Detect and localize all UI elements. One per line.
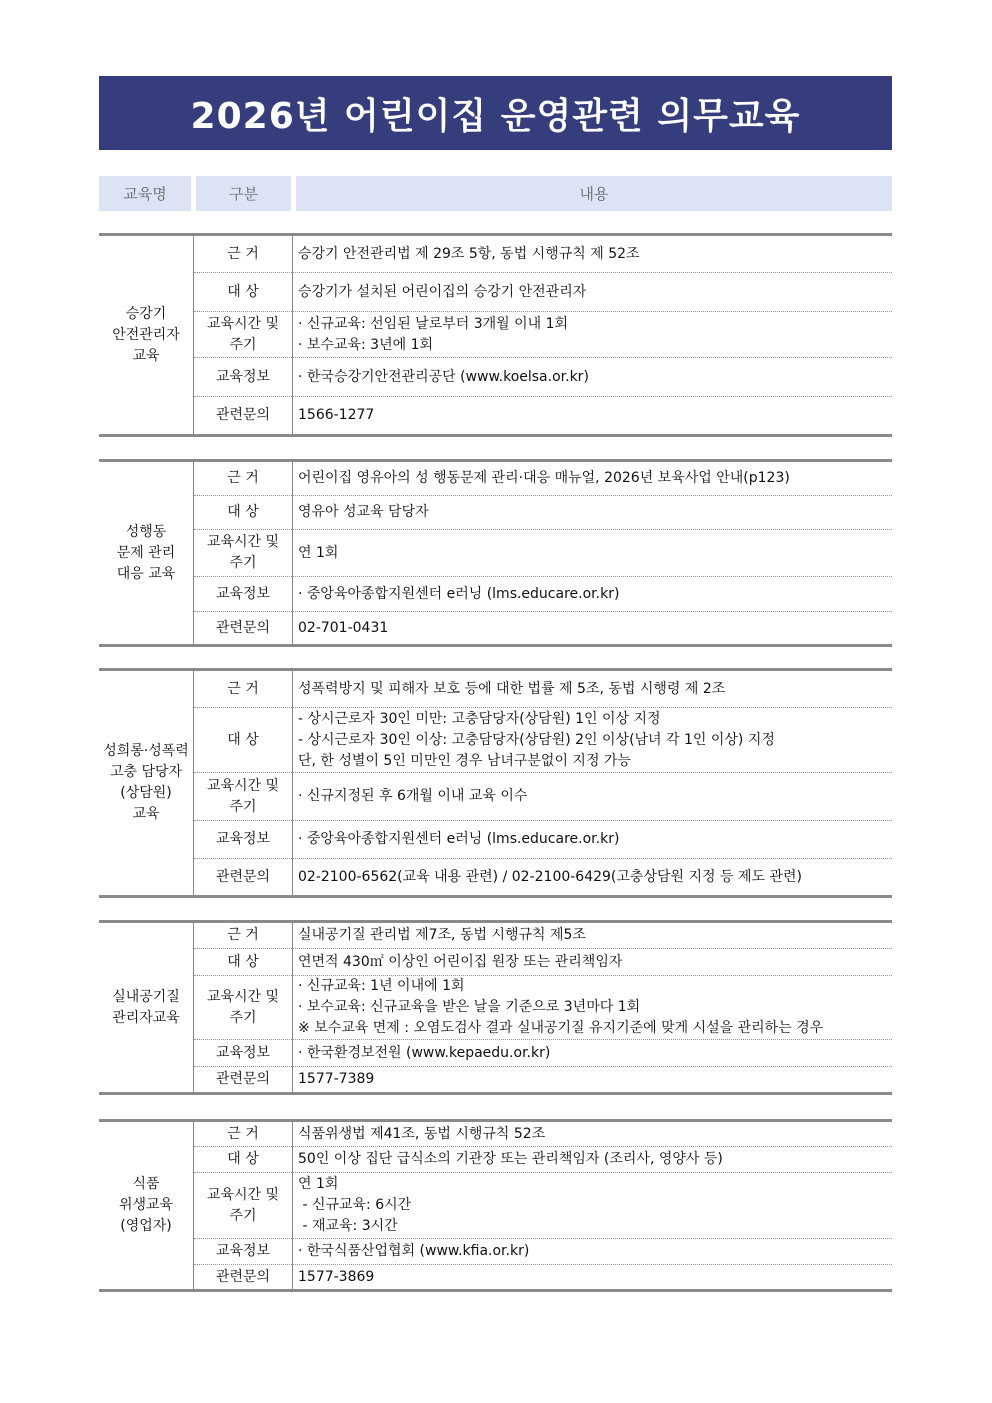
- row-label-line: 교육시간 및: [206, 777, 280, 794]
- row-content-line: · 한국환경보전원 (www.kepaedu.or.kr): [298, 1044, 551, 1061]
- education-name: [99, 1121, 194, 1291]
- row-content: [293, 976, 893, 1040]
- table-row: [99, 577, 892, 612]
- row-label-line: 교육정보: [215, 1044, 271, 1061]
- education-name-line: 안전관리자: [112, 326, 180, 343]
- table-row: [99, 821, 892, 859]
- row-content: [293, 530, 893, 577]
- row-label: [194, 1239, 293, 1265]
- row-label: [194, 577, 293, 612]
- row-label-line: 대 상: [227, 283, 259, 300]
- row-content: [293, 1040, 893, 1067]
- row-content-line: · 중앙육아종합지원센터 e러닝 (lms.educare.or.kr): [298, 831, 620, 847]
- row-content: [293, 612, 893, 646]
- row-content: [293, 1239, 893, 1265]
- row-label: [194, 1040, 293, 1067]
- row-content-line: · 보수교육: 신규교육을 받은 날을 기준으로 3년마다 1회: [298, 999, 641, 1015]
- row-label: [194, 612, 293, 646]
- education-name-line: 고충 담당자: [109, 764, 183, 780]
- row-content-line: 실내공기질 관리법 제7조, 동법 시행규칙 제5조: [298, 927, 586, 943]
- row-label-line: 교육시간 및: [206, 1186, 280, 1203]
- row-label: [194, 859, 293, 897]
- row-content-line: 단, 한 성별이 5인 미만인 경우 남녀구분없이 지정 가능: [298, 752, 631, 769]
- row-content: [293, 235, 893, 273]
- row-content-line: - 상시근로자 30인 이상: 고충담당자(상담원) 2인 이상(남녀 각 1인 이상) 지정: [298, 731, 775, 748]
- table-row: [99, 530, 892, 577]
- header-category: 구분: [196, 176, 291, 211]
- education-name-line: 식품: [132, 1176, 160, 1192]
- row-label: [194, 1173, 293, 1239]
- row-label-line: 근 거: [227, 927, 259, 943]
- education-name: [99, 235, 194, 436]
- table-row: [99, 1239, 892, 1265]
- row-content-line: 영유아 성교육 담당자: [298, 504, 429, 520]
- education-name-line: 승강기: [125, 305, 167, 322]
- row-content: [293, 358, 893, 397]
- section-table-1: [99, 233, 892, 437]
- education-name-line: 교육: [132, 347, 160, 364]
- row-content: [293, 1067, 893, 1094]
- table-row: [99, 773, 892, 821]
- row-label-line: 근 거: [227, 245, 259, 262]
- row-content-line: 1566-1277: [298, 407, 375, 423]
- education-name-line: 대응 교육: [116, 565, 176, 582]
- education-name-line: 실내공기질: [112, 988, 180, 1005]
- row-label: [194, 1265, 293, 1291]
- row-content-line: 연면적 430㎡ 이상인 어린이집 원장 또는 관리책임자: [298, 953, 623, 970]
- row-content-line: 02-701-0431: [298, 619, 389, 636]
- row-label-line: 관련문의: [215, 868, 271, 885]
- row-content: [293, 397, 893, 436]
- row-content: [293, 461, 893, 496]
- education-name-line: 관리자교육: [112, 1009, 180, 1026]
- row-label: [194, 235, 293, 273]
- section-table-2: [99, 459, 892, 647]
- table-row: [99, 1040, 892, 1067]
- row-content-line: 1577-3869: [298, 1268, 375, 1285]
- education-name-line: 위생교육: [118, 1197, 174, 1213]
- row-label-line: 관련문의: [215, 619, 271, 636]
- row-content-line: 어린이집 영유아의 성 행동문제 관리·대응 매뉴얼, 2026년 보육사업 안내(p123): [298, 470, 790, 486]
- row-content-line: · 신규교육: 1년 이내에 1회: [298, 978, 465, 994]
- education-name-line: 교육: [132, 806, 160, 822]
- row-content: [293, 821, 893, 859]
- row-label: [194, 530, 293, 577]
- row-label-line: 주기: [229, 798, 257, 815]
- row-label-line: 주기: [229, 555, 257, 571]
- section-table-4: [99, 920, 892, 1095]
- table-row: [99, 496, 892, 530]
- row-content-line: · 한국승강기안전관리공단 (www.koelsa.or.kr): [298, 368, 589, 385]
- row-label-line: 관련문의: [215, 1268, 271, 1285]
- table-row: [99, 1265, 892, 1291]
- row-content-line: 연 1회: [298, 544, 339, 561]
- education-name-line: 성희롱·성폭력: [103, 743, 189, 759]
- row-label-line: 근 거: [227, 680, 259, 697]
- row-label: [194, 821, 293, 859]
- row-label-line: 대 상: [227, 731, 259, 748]
- table-row: [99, 708, 892, 773]
- row-content: [293, 859, 893, 897]
- row-content-line: · 보수교육: 3년에 1회: [298, 336, 433, 353]
- row-content: [293, 273, 893, 312]
- row-content: [293, 949, 893, 976]
- row-label: [194, 496, 293, 530]
- row-label-line: 교육시간 및: [206, 988, 280, 1005]
- row-content: [293, 1147, 893, 1173]
- row-label-line: 대 상: [227, 504, 259, 520]
- row-label-line: 대 상: [227, 953, 259, 970]
- row-content: [293, 312, 893, 358]
- table-row: [99, 358, 892, 397]
- row-content-line: · 신규교육: 선임된 날로부터 3개월 이내 1회: [298, 315, 569, 332]
- table-row: [99, 859, 892, 897]
- table-row: [99, 1067, 892, 1094]
- row-label: [194, 976, 293, 1040]
- row-content: [293, 1173, 893, 1239]
- row-label-line: 교육정보: [215, 368, 271, 385]
- row-content: [293, 1265, 893, 1291]
- row-content: [293, 922, 893, 949]
- page-title: 2026년 어린이집 운영관련 의무교육: [99, 76, 892, 150]
- row-label-line: 관련문의: [215, 1071, 271, 1087]
- row-content-line: · 한국식품산업협회 (www.kfia.or.kr): [298, 1243, 530, 1259]
- table-row: [99, 1147, 892, 1173]
- table-row: [99, 461, 892, 496]
- education-name-line: (영업자): [120, 1218, 172, 1234]
- row-label: [194, 1121, 293, 1147]
- row-content: [293, 496, 893, 530]
- row-content-line: 연 1회: [298, 1176, 339, 1192]
- row-content-line: - 재교육: 3시간: [298, 1218, 398, 1234]
- education-name-line: 문제 관리: [116, 544, 176, 561]
- header-content: 내용: [296, 176, 892, 211]
- row-label-line: 근 거: [227, 1125, 259, 1142]
- table-row: [99, 312, 892, 358]
- row-content-line: - 신규교육: 6시간: [298, 1197, 412, 1213]
- table-row: [99, 976, 892, 1040]
- table-row: [99, 612, 892, 646]
- table-row: [99, 397, 892, 436]
- row-label-line: 주기: [229, 336, 257, 353]
- table-row: [99, 949, 892, 976]
- row-content: [293, 773, 893, 821]
- table-row: [99, 273, 892, 312]
- education-name-line: 성행동: [125, 523, 167, 540]
- header-education-name: 교육명: [99, 176, 191, 211]
- table-row: [99, 1173, 892, 1239]
- row-content-line: - 상시근로자 30인 미만: 고충담당자(상담원) 1인 이상 지정: [298, 710, 661, 727]
- table-row: [99, 235, 892, 273]
- row-content-line: · 신규지정된 후 6개월 이내 교육 이수: [298, 788, 528, 804]
- row-content-line: 1577-7389: [298, 1071, 375, 1087]
- table-row: [99, 922, 892, 949]
- row-label: [194, 773, 293, 821]
- row-content-line: 승강기 안전관리법 제 29조 5항, 동법 시행규칙 제 52조: [298, 245, 640, 262]
- row-content-line: · 중앙육아종합지원센터 e러닝 (lms.educare.or.kr): [298, 585, 620, 602]
- row-content-line: 승강기가 설치된 어린이집의 승강기 안전관리자: [298, 283, 587, 300]
- row-label-line: 대 상: [227, 1151, 259, 1167]
- row-content-line: 02-2100-6562(교육 내용 관련) / 02-2100-6429(고충상담원 지정 등 제도 관련): [298, 868, 802, 885]
- row-label-line: 주기: [229, 1207, 257, 1224]
- row-label-line: 교육정보: [215, 585, 271, 602]
- education-name: [99, 922, 194, 1094]
- row-label-line: 교육정보: [215, 1243, 271, 1259]
- education-name: [99, 461, 194, 646]
- row-label: [194, 461, 293, 496]
- section-table-5: [99, 1119, 892, 1292]
- education-name-line: (상담원): [120, 785, 172, 801]
- row-label: [194, 949, 293, 976]
- row-label: [194, 1067, 293, 1094]
- education-name: [99, 670, 194, 897]
- row-content: [293, 670, 893, 708]
- row-label-line: 주기: [229, 1009, 257, 1026]
- row-content: [293, 708, 893, 773]
- row-label: [194, 358, 293, 397]
- row-label: [194, 312, 293, 358]
- row-content: [293, 577, 893, 612]
- row-label: [194, 922, 293, 949]
- row-label-line: 교육시간 및: [206, 315, 280, 332]
- row-label: [194, 1147, 293, 1173]
- row-label-line: 근 거: [227, 470, 259, 486]
- row-content-line: 성폭력방지 및 피해자 보호 등에 대한 법률 제 5조, 동법 시행령 제 2조: [298, 680, 726, 697]
- row-content-line: ※ 보수교육 면제 : 오염도검사 결과 실내공기질 유지기준에 맞게 시설을 관리하는 경우: [298, 1020, 824, 1036]
- row-content: [293, 1121, 893, 1147]
- table-row: [99, 1121, 892, 1147]
- section-table-3: [99, 668, 892, 898]
- row-label: [194, 670, 293, 708]
- table-row: [99, 670, 892, 708]
- row-label-line: 교육정보: [215, 831, 271, 847]
- row-content-line: 50인 이상 집단 급식소의 기관장 또는 관리책임자 (조리사, 영양사 등): [298, 1151, 723, 1167]
- row-label-line: 관련문의: [215, 407, 271, 423]
- row-label: [194, 273, 293, 312]
- row-label: [194, 397, 293, 436]
- row-label: [194, 708, 293, 773]
- row-label-line: 교육시간 및: [206, 534, 280, 550]
- row-content-line: 식품위생법 제41조, 동법 시행규칙 52조: [298, 1125, 546, 1142]
